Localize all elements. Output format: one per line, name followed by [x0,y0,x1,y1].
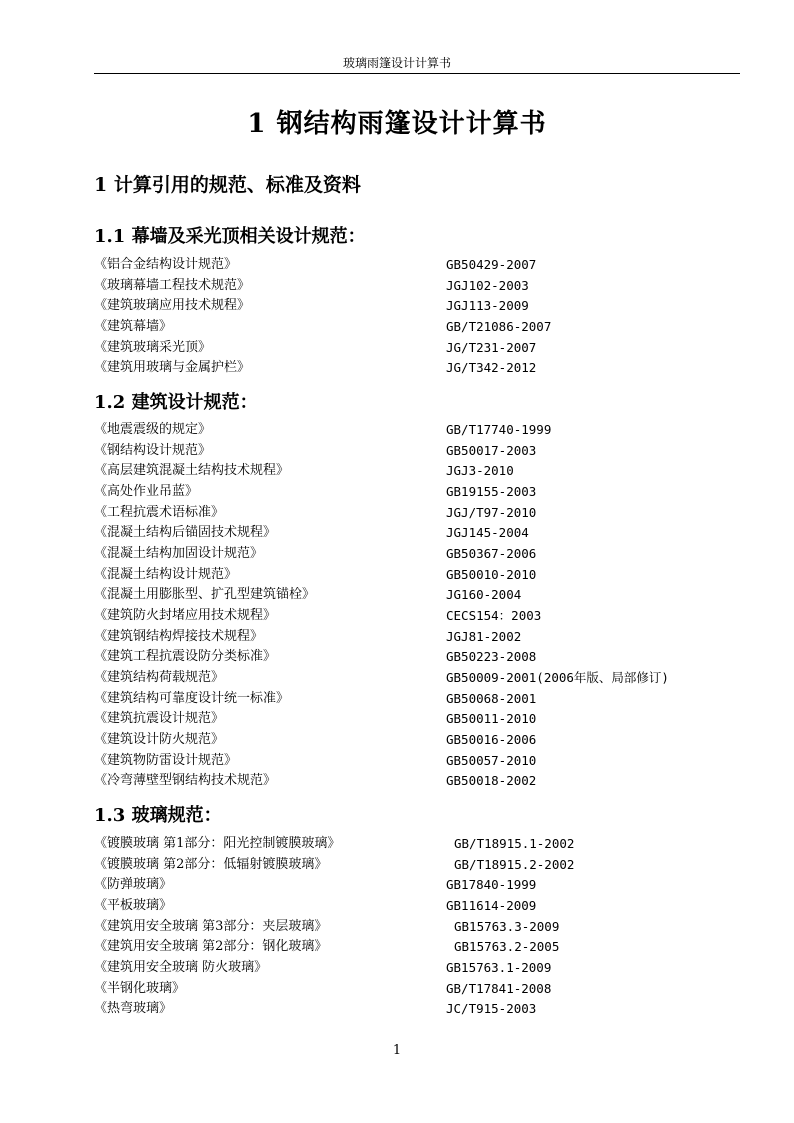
list-item [94,896,754,917]
list-item [94,255,754,276]
list-item [94,585,754,606]
standard-code: JG160-2004 [446,587,522,603]
list-item [94,709,754,730]
standard-name: 《钢结构设计规范》 [94,442,212,458]
header-divider [94,73,740,74]
standard-code: GB/T18915.2-2002 [454,856,575,872]
list-item [94,296,754,317]
subsection-heading-1-2: 1.2 建筑设计规范： [94,392,258,413]
standard-name: 《镀膜玻璃 第1部分：阳光控制镀膜玻璃》 [94,836,341,851]
standard-name: 《玻璃幕墙工程技术规范》 [94,277,251,293]
standard-name: 《地震震级的规定》 [94,422,212,437]
standard-name: 《平板玻璃》 [94,897,173,913]
list-item [94,544,754,565]
list-item [94,771,754,792]
standard-code: GB11614-2009 [446,897,537,913]
standard-name: 《建筑用安全玻璃 第3部分：夹层玻璃》 [94,918,328,934]
list-item [94,999,754,1020]
standards-list-1-1 [94,255,754,379]
standard-code: JGJ102-2003 [446,277,529,293]
list-item [94,606,754,627]
page-number: 1 [392,1043,402,1058]
list-item [94,276,754,297]
standard-name: 《建筑物防雷设计规范》 [94,752,238,768]
standard-name: 《建筑钢结构焊接技术规程》 [94,628,264,644]
list-item [94,461,754,482]
standard-code: JGJ145-2004 [446,525,529,541]
standard-code: GB19155-2003 [446,483,537,499]
standard-code: CECS154：2003 [446,607,542,623]
section-heading: 1 计算引用的规范、标准及资料 [94,174,361,196]
list-item [94,482,754,503]
list-item [94,503,754,524]
standard-name: 《建筑抗震设计规范》 [94,711,225,727]
standard-code: GB50429-2007 [446,257,537,272]
standard-code: GB50068-2001 [446,690,537,706]
standard-name: 《工程抗震术语标准》 [94,504,225,520]
standard-code: GB50018-2002 [446,773,537,789]
standard-code: GB/T17740-1999 [446,422,552,437]
standard-code: JGJ81-2002 [446,628,522,644]
list-item [94,689,754,710]
standard-name: 《混凝土结构加固设计规范》 [94,545,264,561]
standard-code: JG/T231-2007 [446,339,537,355]
standard-code: GB/T17841-2008 [446,980,552,996]
standard-name: 《防弹玻璃》 [94,877,173,893]
list-item [94,338,754,359]
standard-name: 《热弯玻璃》 [94,1001,173,1017]
standard-name: 《铝合金结构设计规范》 [94,257,238,272]
standard-name: 《建筑结构荷载规范》 [94,669,225,685]
subsection-heading-1-3: 1.3 玻璃规范： [94,805,222,826]
standard-code: GB50010-2010 [446,566,537,582]
standard-name: 《建筑防火封堵应用技术规程》 [94,607,277,623]
list-item [94,855,754,876]
standard-name: 《半钢化玻璃》 [94,980,186,996]
standard-code: JGJ/T97-2010 [446,504,537,520]
list-item [94,834,754,855]
standard-code: JG/T342-2012 [446,360,537,376]
standard-name: 《镀膜玻璃 第2部分：低辐射镀膜玻璃》 [94,856,328,872]
standard-code: JC/T915-2003 [446,1001,537,1017]
standard-code: GB50223-2008 [446,649,537,665]
list-item [94,875,754,896]
list-item [94,937,754,958]
standard-name: 《建筑结构可靠度设计统一标准》 [94,690,290,706]
standards-list-1-3 [94,834,754,1020]
list-item [94,979,754,1000]
standard-code: GB50057-2010 [446,752,537,768]
list-item [94,627,754,648]
standard-code: GB50017-2003 [446,442,537,458]
standard-code: GB17840-1999 [446,877,537,893]
standard-name: 《建筑玻璃采光顶》 [94,339,212,355]
standard-name: 《建筑工程抗震设防分类标准》 [94,649,277,665]
standard-name: 《建筑用安全玻璃 第2部分：钢化玻璃》 [94,939,328,955]
list-item [94,420,754,441]
standard-name: 《建筑用玻璃与金属护栏》 [94,360,251,376]
standard-name: 《建筑玻璃应用技术规程》 [94,298,251,314]
standard-name: 《冷弯薄壁型钢结构技术规范》 [94,773,277,789]
standards-list-1-2 [94,420,754,792]
standard-code: JGJ113-2009 [446,298,529,314]
standard-code: GB50016-2006 [446,731,537,747]
standard-code: GB50367-2006 [446,545,537,561]
list-item [94,668,754,689]
list-item [94,751,754,772]
standard-code: GB15763.2-2005 [454,939,560,955]
standard-name: 《建筑用安全玻璃 防火玻璃》 [94,959,268,975]
list-item [94,523,754,544]
list-item [94,565,754,586]
standard-code: GB15763.3-2009 [454,918,560,934]
standard-name: 《建筑设计防火规范》 [94,731,225,747]
standard-name: 《混凝土结构后锚固技术规程》 [94,525,277,541]
standard-code: GB50009-2001(2006年版、局部修订) [446,669,669,685]
standard-code: JGJ3-2010 [446,463,514,479]
standard-code: GB15763.1-2009 [446,959,552,975]
standard-name: 《建筑幕墙》 [94,318,173,334]
standard-name: 《高层建筑混凝土结构技术规程》 [94,463,290,479]
list-item [94,441,754,462]
standard-code: GB50011-2010 [446,711,537,727]
standard-code: GB/T18915.1-2002 [454,836,575,851]
running-header: 玻璃雨篷设计计算书 [342,56,451,70]
list-item [94,317,754,338]
standard-name: 《混凝土结构设计规范》 [94,566,238,582]
list-item [94,958,754,979]
list-item [94,358,754,379]
standard-name: 《高处作业吊蓝》 [94,483,199,499]
list-item [94,917,754,938]
document-title: 1 钢结构雨篷设计计算书 [247,109,547,139]
list-item [94,730,754,751]
standard-name: 《混凝土用膨胀型、扩孔型建筑锚栓》 [94,587,316,603]
standard-code: GB/T21086-2007 [446,318,552,334]
list-item [94,647,754,668]
subsection-heading-1-1: 1.1 幕墙及采光顶相关设计规范： [94,226,366,247]
